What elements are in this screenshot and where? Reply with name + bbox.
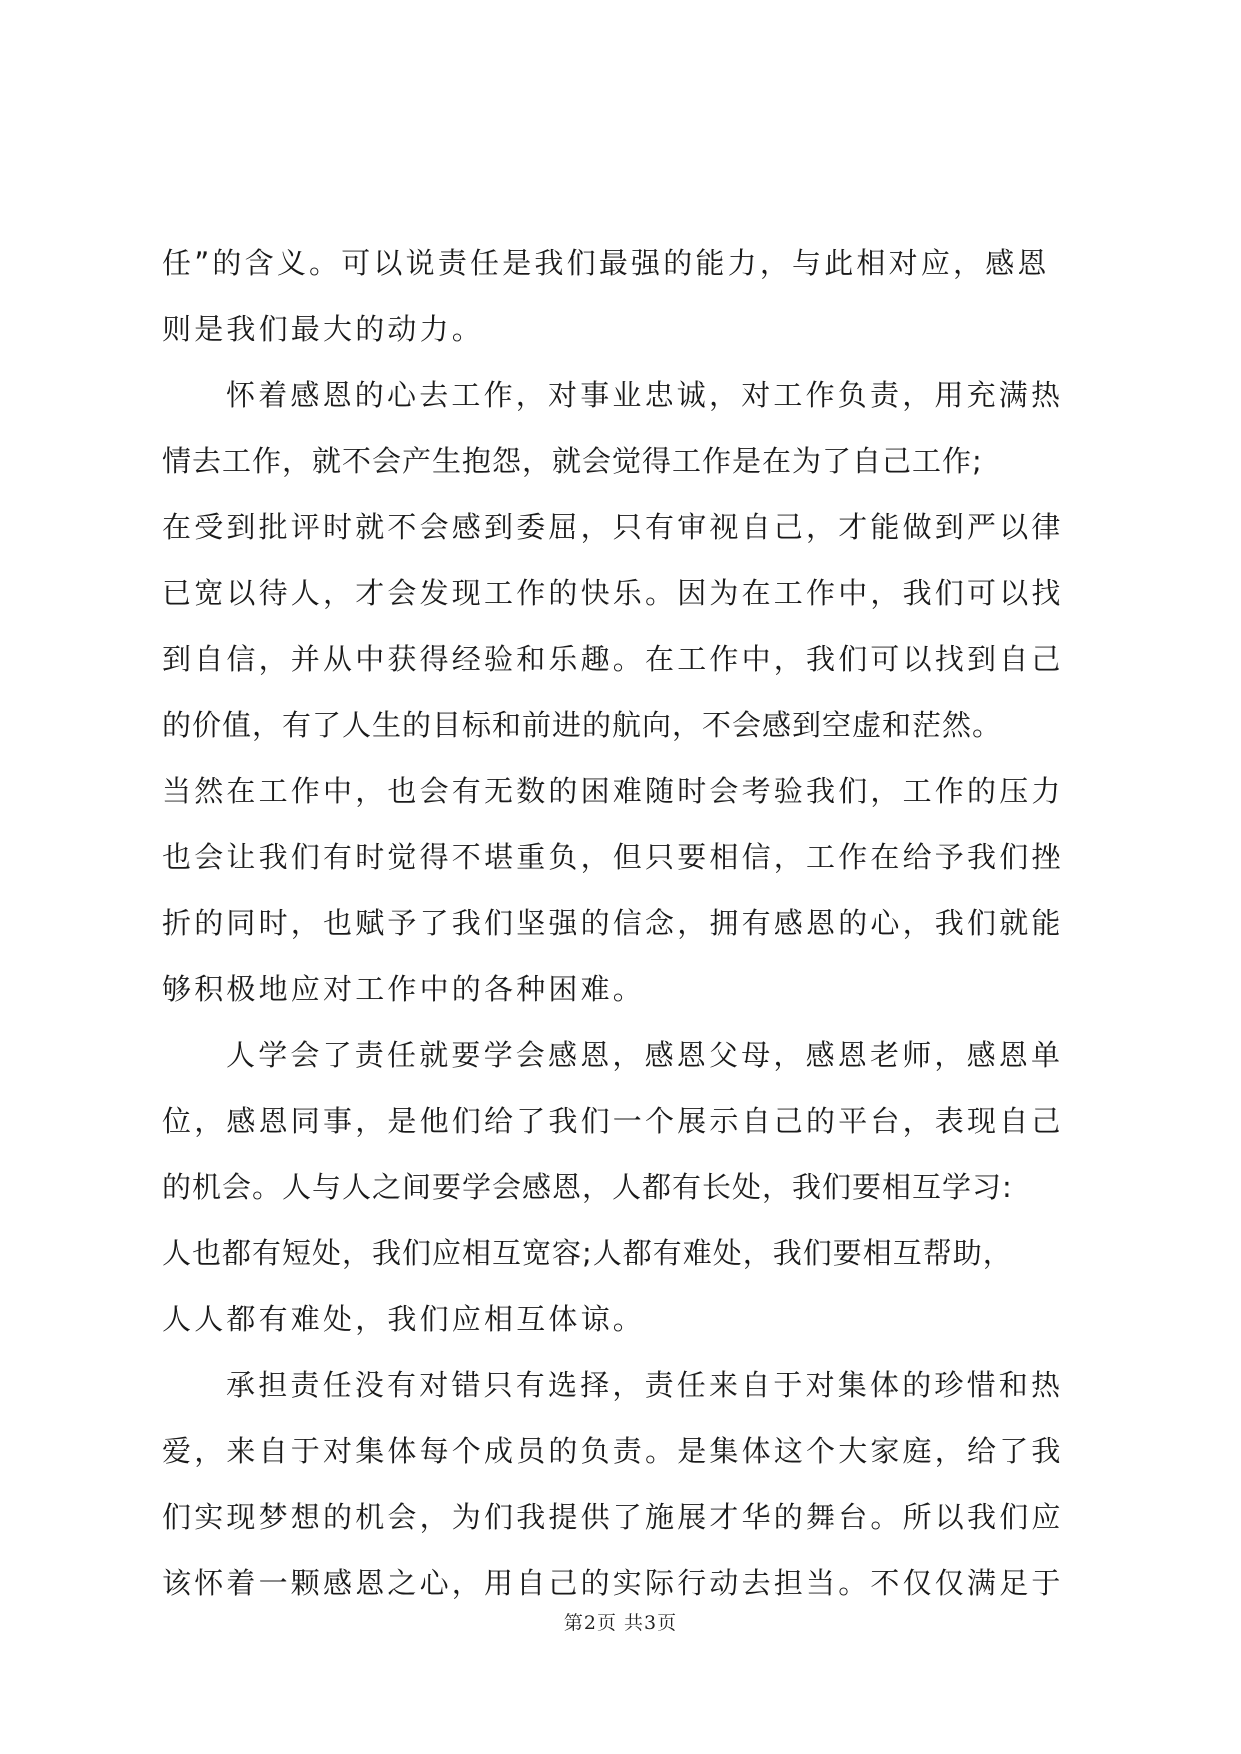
text-line: 到自信，并从中获得经验和乐趣。在工作中，我们可以找到自己 (162, 642, 1064, 676)
text-line: 的机会。人与人之间要学会感恩，人都有长处，我们要相互学习: (162, 1170, 1013, 1204)
page-number-footer: 第2页 共3页 (563, 1612, 678, 1634)
text-line: 折的同时，也赋予了我们坚强的信念，拥有感恩的心，我们就能 (162, 906, 1064, 940)
text-line: 人人都有难处，我们应相互体谅。 (162, 1302, 646, 1336)
text-line: 也会让我们有时觉得不堪重负，但只要相信，工作在给予我们挫 (162, 840, 1064, 874)
paragraph-start-line: 人学会了责任就要学会感恩，感恩父母，感恩老师，感恩单 (226, 1038, 1064, 1072)
text-line: 够积极地应对工作中的各种困难。 (162, 972, 646, 1006)
text-line: 们实现梦想的机会，为们我提供了施展才华的舞台。所以我们应 (162, 1500, 1064, 1534)
text-line: 人也都有短处，我们应相互宽容;人都有难处，我们要相互帮助， (162, 1236, 1013, 1270)
paragraph-start-line: 承担责任没有对错只有选择，责任来自于对集体的珍惜和热 (226, 1368, 1064, 1402)
text-line: 位，感恩同事，是他们给了我们一个展示自己的平台，表现自己 (162, 1104, 1064, 1138)
text-line: 爱，来自于对集体每个成员的负责。是集体这个大家庭，给了我 (162, 1434, 1064, 1468)
paragraph-start-line: 怀着感恩的心去工作，对事业忠诚，对工作负责，用充满热 (226, 378, 1064, 412)
text-line: 该怀着一颗感恩之心，用自己的实际行动去担当。不仅仅满足于 (162, 1566, 1064, 1600)
text-line: 已宽以待人，才会发现工作的快乐。因为在工作中，我们可以找 (162, 576, 1064, 610)
text-line: 当然在工作中，也会有无数的困难随时会考验我们，工作的压力 (162, 774, 1064, 808)
text-line: 则是我们最大的动力。 (162, 312, 485, 346)
body-text (162, 230, 1082, 1616)
text-line: 任”的含义。可以说责任是我们最强的能力，与此相对应，感恩 (162, 246, 1050, 280)
text-line: 的价值，有了人生的目标和前进的航向，不会感到空虚和茫然。 (162, 708, 1003, 742)
text-line: 情去工作，就不会产生抱怨，就会觉得工作是在为了自己工作; (162, 444, 983, 478)
text-line: 在受到批评时就不会感到委屈，只有审视自己，才能做到严以律 (162, 510, 1064, 544)
